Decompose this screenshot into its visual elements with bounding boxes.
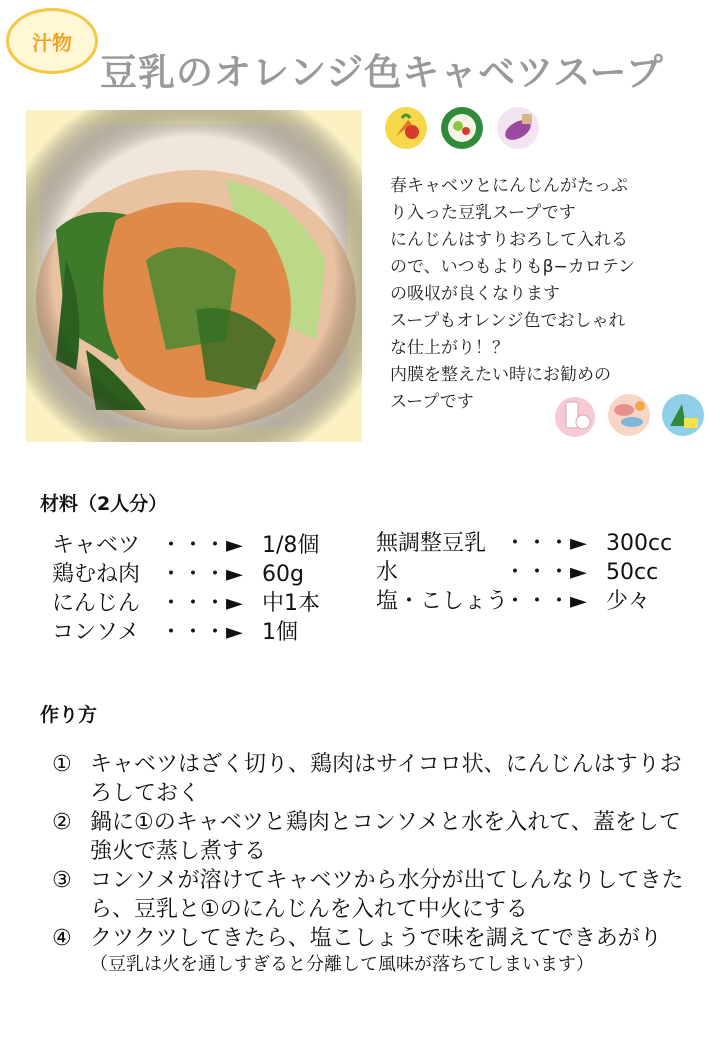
step-number: ② xyxy=(52,810,72,835)
ingredient-row xyxy=(376,529,672,558)
step-number: ③ xyxy=(52,868,72,893)
arrow-leader: ・・・► xyxy=(504,531,587,556)
ingredient-qty: 1個 xyxy=(262,620,298,645)
arrow-leader: ・・・► xyxy=(160,562,243,587)
description-line: な仕上がり！？ xyxy=(390,338,509,358)
step-item xyxy=(52,866,692,924)
food-group-icons xyxy=(384,106,540,150)
step-item xyxy=(52,808,692,866)
step-number: ④ xyxy=(52,926,72,951)
arrow-leader: ・・・► xyxy=(160,591,243,616)
step-note-row xyxy=(52,953,692,977)
step-number: ① xyxy=(52,752,72,777)
description-line: 春キャベツとにんじんがたっぷ xyxy=(390,176,628,196)
ingredient-name: コンソメ xyxy=(52,620,140,645)
vegetables-plate-icon xyxy=(440,106,484,150)
seaweed-icon xyxy=(660,392,706,438)
sweet-potato-icon xyxy=(496,106,540,150)
step-note: （豆乳は火を通しすぎると分離して風味が落ちてしまいます） xyxy=(90,954,594,975)
ingredient-row xyxy=(52,560,320,589)
ingredient-qty: 300cc xyxy=(606,531,673,556)
ingredient-qty: 60g xyxy=(262,562,304,587)
step-text: 鍋に①のキャベツと鶏肉とコンソメと水を入れて、蓋をして強火で蒸し煮する xyxy=(90,810,681,864)
recipe-title: 豆乳のオレンジ色キャベツスープ xyxy=(100,51,664,94)
ingredients-right-list xyxy=(376,529,672,616)
ingredient-row xyxy=(52,618,320,647)
ingredients-left-list xyxy=(52,531,320,647)
arrow-leader: ・・・► xyxy=(160,620,243,645)
description-line: にんじんはすりおろして入れる xyxy=(390,230,628,250)
step-text: コンソメが溶けてキャベツから水分が出てしんなりしてきたら、豆乳と①のにんじんを入れて中火にする xyxy=(90,868,684,922)
description-line: スープです xyxy=(390,392,474,412)
description-line: の吸収が良くなります xyxy=(390,284,560,304)
arrow-leader: ・・・► xyxy=(504,589,587,614)
ingredients-heading: 材料（2人分） xyxy=(40,493,168,515)
step-text: キャベツはざく切り、鶏肉はサイコロ状、にんじんはすりおろしておく xyxy=(90,752,682,806)
ingredient-row xyxy=(52,531,320,560)
ingredient-name: 無調整豆乳 xyxy=(376,531,487,556)
ingredient-name: 鶏むね肉 xyxy=(52,562,141,587)
vegetables-icon xyxy=(384,106,428,150)
description-line: スープもオレンジ色でおしゃれ xyxy=(390,311,626,331)
meat-fish-icon xyxy=(606,392,652,438)
method-heading: 作り方 xyxy=(40,704,98,726)
ingredient-row xyxy=(376,587,672,616)
ingredient-row xyxy=(376,558,672,587)
soup-photo xyxy=(26,110,362,442)
category-label: 汁物 xyxy=(32,30,72,55)
ingredient-qty: 中1本 xyxy=(262,591,320,616)
ingredient-qty: 1/8個 xyxy=(262,533,320,558)
step-item xyxy=(52,924,692,953)
description-line: 内膜を整えたい時にお勧めの xyxy=(390,365,611,385)
arrow-leader: ・・・► xyxy=(160,533,243,558)
ingredient-name: キャベツ xyxy=(52,533,141,558)
step-text: クツクツしてきたら、塩こしょうで味を調えてできあがり xyxy=(90,926,662,951)
ingredient-qty: 少々 xyxy=(606,589,651,614)
ingredient-name: にんじん xyxy=(52,591,141,616)
milk-icon xyxy=(552,392,598,438)
ingredient-name: 塩・こしょう xyxy=(376,589,509,614)
nutrition-icons xyxy=(552,392,706,438)
recipe-description xyxy=(390,173,700,416)
description-line: ので、いつもよりもβ−カロテン xyxy=(390,257,635,277)
method-steps xyxy=(52,750,692,977)
ingredient-row xyxy=(52,589,320,618)
description-line: り入った豆乳スープです xyxy=(390,203,576,223)
step-item xyxy=(52,750,692,808)
ingredient-name: 水 xyxy=(376,560,399,585)
category-badge xyxy=(6,8,98,74)
arrow-leader: ・・・► xyxy=(504,560,587,585)
ingredient-qty: 50cc xyxy=(606,560,659,585)
